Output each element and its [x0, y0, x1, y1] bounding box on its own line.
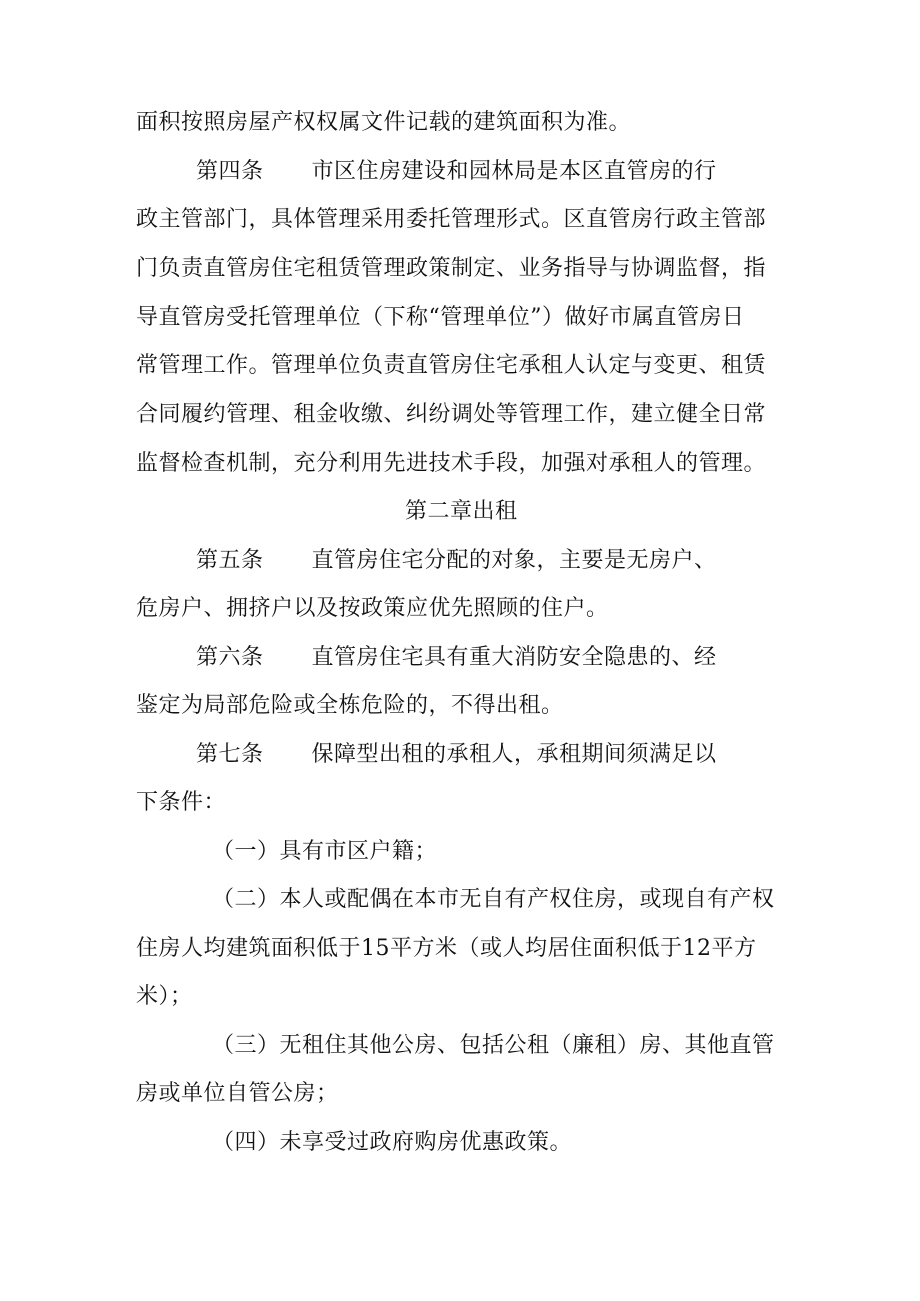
article-5-first-text: 直管房住宅分配的对象，主要是无房户、 [311, 548, 717, 573]
condition-3: （三）无租住其他公房、包括公租（廉租）房、其他直管 [212, 1033, 775, 1058]
article-6-first-line [196, 643, 717, 673]
article-5-label: 第五条 [196, 548, 264, 573]
article-4-label: 第四条 [196, 159, 264, 184]
article-4-line: 监督检查机制，充分利用先进技术手段，加强对承租人的管理。 [136, 451, 767, 476]
chapter-title: 第二章出租 [405, 499, 518, 524]
article-4-first-line [196, 157, 717, 187]
condition-2-line: 住房人均建筑面积低于15平方米（或人均居住面积低于12平方 [136, 936, 757, 961]
article-7-label: 第七条 [196, 742, 264, 767]
article-4-line: 合同履约管理、租金收缴、纠纷调处等管理工作，建立健全日常 [136, 402, 767, 427]
article-5-first-line [196, 546, 717, 576]
condition-2-line: 米）； [136, 984, 193, 1009]
condition-3-line: 房或单位自管公房； [136, 1081, 339, 1106]
article-6-line: 鉴定为局部危险或全栋危险的，不得出租。 [136, 693, 564, 718]
article-6-first-text: 直管房住宅具有重大消防安全隐患的、经 [311, 645, 717, 670]
article-4-line: 门负责直管房住宅租赁管理政策制定、业务指导与协调监督，指 [136, 256, 767, 281]
article-5-line: 危房户、拥挤户以及按政策应优先照顾的住户。 [136, 596, 609, 621]
intro-line: 面积按照房屋产权权属文件记载的建筑面积为准。 [136, 110, 632, 135]
article-6-label: 第六条 [196, 645, 264, 670]
article-4-line: 常管理工作。管理单位负责直管房住宅承租人认定与变更、租赁 [136, 353, 767, 378]
article-4-first-text: 市区住房建设和园林局是本区直管房的行 [311, 159, 717, 184]
article-7-first-line [196, 740, 717, 770]
article-7-first-text: 保障型出租的承租人，承租期间须满足以 [311, 742, 717, 767]
condition-2: （二）本人或配偶在本市无自有产权住房，或现自有产权 [212, 887, 775, 912]
condition-4: （四）未享受过政府购房优惠政策。 [212, 1130, 573, 1155]
article-7-line: 下条件： [136, 790, 227, 815]
article-4-line: 政主管部门，具体管理采用委托管理形式。区直管房行政主管部 [136, 207, 767, 232]
article-4-line: 导直管房受托管理单位（下称“管理单位”）做好市属直管房日 [136, 305, 745, 330]
condition-1: （一）具有市区户籍； [212, 839, 438, 864]
